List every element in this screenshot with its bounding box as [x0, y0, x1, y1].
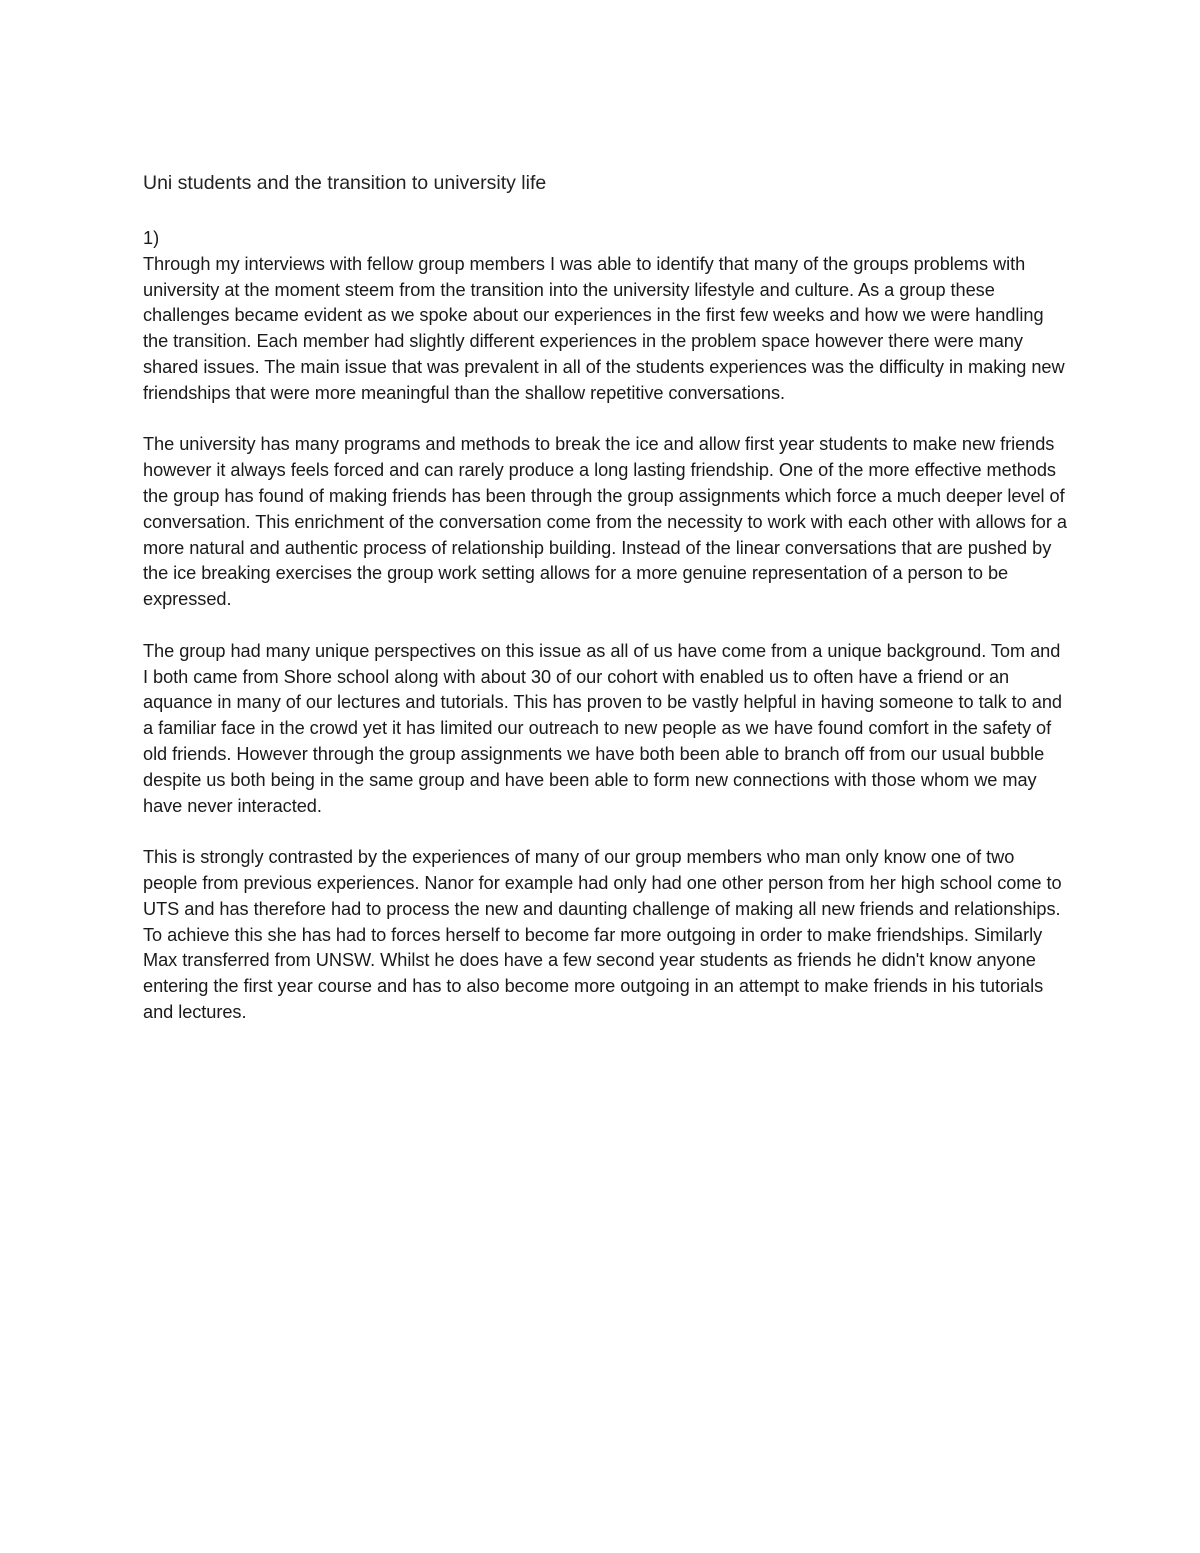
- paragraph-2: The university has many programs and methods to break the ice and allow first year students to make new friends however it always feels forced and can rarely produce a long lasting friendship. One of the more effective methods the group has found of making friends has been through the group assignments which force a much deeper level of conversation. This enrichment of the conversation come from the necessity to work with each other with allows for a more natural and authentic process of relationship building. Instead of the linear conversations that are pushed by the ice breaking exercises the group work setting allows for a more genuine representation of a person to be expressed.: [143, 434, 1067, 610]
- document-title: Uni students and the transition to university life: [143, 172, 547, 194]
- question-number: 1): [143, 228, 160, 248]
- paragraph-1: Through my interviews with fellow group members I was able to identify that many of the groups problems with university at the moment steem from the transition into the university lifestyle and culture. As a group these challenges became evident as we spoke about our experiences in the first few weeks and how we were handling the transition. Each member had slightly different experiences in the problem space however there were many shared issues. The main issue that was prevalent in all of the students experiences was the difficulty in making new friendships that were more meaningful than the shallow repetitive conversations.: [143, 253, 1065, 403]
- paragraph-4: This is strongly contrasted by the experiences of many of our group members who man only know one of two people from previous experiences. Nanor for example had only had one other person from her high school come to UTS and has therefore had to process the new and daunting challenge of making all new friends and relationships. To achieve this she has had to forces herself to become far more outgoing in order to make friendships. Similarly Max transferred from UNSW. Whilst he does have a few second year students as friends he didn't know anyone entering the first year course and has to also become more outgoing in an attempt to make friends in his tutorials and lectures.: [143, 847, 1062, 1022]
- document-body: [143, 170, 1068, 1026]
- paragraph-3: The group had many unique perspectives on this issue as all of us have come from a unique background. Tom and I both came from Shore school along with about 30 of our cohort with enabled us to often have a friend or an aquance in many of our lectures and tutorials. This has proven to be vastly helpful in having someone to talk to and a familiar face in the crowd yet it has limited our outreach to new people as we have found comfort in the safety of old friends. However through the group assignments we have both been able to branch off from our usual bubble despite us both being in the same group and have been able to form new connections with those whom we may have never interacted.: [143, 640, 1062, 816]
